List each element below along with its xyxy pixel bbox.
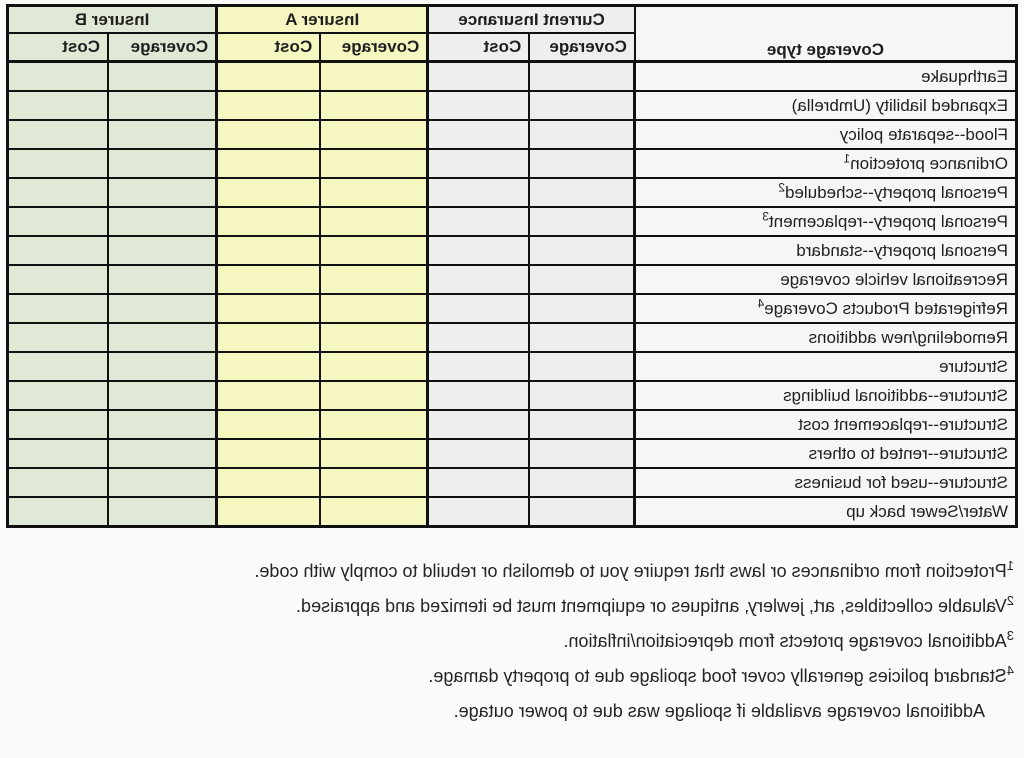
cell-insurer-a-coverage — [320, 265, 428, 294]
table-row — [8, 439, 1017, 468]
cell-current-cost — [428, 352, 530, 381]
cell-current-cost — [428, 207, 530, 236]
cell-insurer-a-cost — [217, 149, 321, 178]
subheader-insurer-a-coverage: Coverage — [320, 33, 428, 62]
cell-insurer-b-coverage — [108, 236, 217, 265]
cell-insurer-a-coverage — [320, 178, 428, 207]
cell-insurer-b-coverage — [108, 265, 217, 294]
subheader-insurer-b-cost: Cost — [8, 33, 109, 62]
row-label: Structure — [635, 352, 1017, 381]
worksheet-page — [0, 4, 1024, 758]
cell-insurer-a-cost — [217, 439, 321, 468]
row-label: Expanded liability (Umbrella) — [635, 91, 1017, 120]
cell-insurer-b-coverage — [108, 323, 217, 352]
cell-current-coverage — [529, 352, 635, 381]
cell-current-cost — [428, 381, 530, 410]
cell-insurer-b-coverage — [108, 62, 217, 92]
cell-current-coverage — [529, 439, 635, 468]
cell-current-coverage — [529, 294, 635, 323]
table-row — [8, 207, 1017, 236]
cell-current-cost — [428, 497, 530, 527]
cell-insurer-a-cost — [217, 381, 321, 410]
cell-insurer-a-cost — [217, 294, 321, 323]
cell-insurer-b-cost — [8, 236, 109, 265]
footnote-line: $^4$Standard policies generally cover food spoilage due to property damage. — [428, 663, 1014, 686]
row-label: Structure--additional buildings — [635, 381, 1017, 410]
table-row — [8, 323, 1017, 352]
cell-current-cost — [428, 178, 530, 207]
cell-insurer-b-cost — [8, 62, 109, 92]
group-header-insurer-b: Insurer B — [8, 6, 217, 34]
cell-insurer-b-cost — [8, 294, 109, 323]
cell-current-cost — [428, 439, 530, 468]
row-label: Earthquake — [635, 62, 1017, 92]
cell-insurer-a-coverage — [320, 149, 428, 178]
table-row — [8, 410, 1017, 439]
cell-current-coverage — [529, 410, 635, 439]
cell-current-cost — [428, 265, 530, 294]
row-label: Personal property--standard — [635, 236, 1017, 265]
cell-current-cost — [428, 120, 530, 149]
cell-insurer-b-coverage — [108, 294, 217, 323]
cell-insurer-a-cost — [217, 91, 321, 120]
row-label: Personal property--scheduled$^2$ — [635, 178, 1017, 207]
cell-insurer-a-coverage — [320, 207, 428, 236]
table-row — [8, 149, 1017, 178]
cell-current-coverage — [529, 323, 635, 352]
cell-insurer-a-cost — [217, 120, 321, 149]
cell-current-coverage — [529, 381, 635, 410]
cell-insurer-b-coverage — [108, 352, 217, 381]
footnote-number: 2 — [1006, 593, 1014, 608]
cell-current-coverage — [529, 120, 635, 149]
cell-insurer-b-cost — [8, 178, 109, 207]
footnote-number: 3 — [1006, 628, 1014, 643]
cell-insurer-a-coverage — [320, 352, 428, 381]
cell-current-cost — [428, 323, 530, 352]
cell-insurer-a-cost — [217, 265, 321, 294]
cell-current-coverage — [529, 62, 635, 92]
table-row — [8, 468, 1017, 497]
row-label: Water/Sewer back up — [635, 497, 1017, 527]
cell-insurer-b-coverage — [108, 410, 217, 439]
cell-insurer-a-coverage — [320, 62, 428, 92]
coverage-comparison-table — [6, 4, 1018, 528]
cell-current-coverage — [529, 236, 635, 265]
cell-current-cost — [428, 62, 530, 92]
table-row — [8, 497, 1017, 527]
cell-insurer-b-coverage — [108, 439, 217, 468]
cell-current-coverage — [529, 207, 635, 236]
cell-insurer-a-cost — [217, 178, 321, 207]
subheader-current-coverage: Coverage — [529, 33, 635, 62]
table-row — [8, 120, 1017, 149]
footnote-reference: 2 — [778, 179, 785, 194]
cell-insurer-b-cost — [8, 323, 109, 352]
cell-insurer-b-coverage — [108, 207, 217, 236]
cell-insurer-a-coverage — [320, 381, 428, 410]
cell-insurer-b-coverage — [108, 468, 217, 497]
subheader-insurer-b-coverage: Coverage — [108, 33, 217, 62]
row-label: Flood--separate policy — [635, 120, 1017, 149]
cell-insurer-a-cost — [217, 497, 321, 527]
row-label: Remodeling/new additions — [635, 323, 1017, 352]
row-label: Structure--used for business — [635, 468, 1017, 497]
cell-insurer-b-cost — [8, 149, 109, 178]
group-header-current-insurance: Current Insurance — [428, 6, 635, 34]
cell-insurer-b-cost — [8, 468, 109, 497]
footnotes — [0, 559, 1014, 734]
table-row — [8, 62, 1017, 92]
cell-insurer-a-cost — [217, 468, 321, 497]
cell-insurer-b-cost — [8, 439, 109, 468]
cell-insurer-b-coverage — [108, 120, 217, 149]
cell-insurer-a-cost — [217, 62, 321, 92]
footnote-line: $^2$Valuable collectibles, art, jewlery, antiques or equipment must be itemized and appraised. — [296, 593, 1014, 616]
cell-insurer-b-cost — [8, 120, 109, 149]
footnote-line: $^1$Protection from ordinances or laws that require you to demolish or rebuild to comply with code. — [254, 558, 1014, 581]
table-row — [8, 91, 1017, 120]
cell-insurer-b-coverage — [108, 381, 217, 410]
footnote-number: 1 — [1006, 558, 1014, 573]
subheader-current-cost: Cost — [428, 33, 530, 62]
cell-insurer-b-cost — [8, 497, 109, 527]
footnote-number: 4 — [1006, 663, 1014, 678]
row-label: Ordinance protection$^1$ — [635, 149, 1017, 178]
table-row — [8, 381, 1017, 410]
footnote-reference: 1 — [843, 150, 851, 165]
table-row — [8, 352, 1017, 381]
cell-insurer-b-cost — [8, 265, 109, 294]
cell-current-cost — [428, 468, 530, 497]
cell-insurer-b-cost — [8, 91, 109, 120]
table-row — [8, 236, 1017, 265]
footnote-reference: 3 — [762, 208, 769, 223]
table-row — [8, 178, 1017, 207]
subheader-insurer-a-cost: Cost — [217, 33, 321, 62]
cell-insurer-a-coverage — [320, 294, 428, 323]
cell-current-coverage — [529, 265, 635, 294]
row-label: Refrigerated Products Coverage$^4$ — [635, 294, 1017, 323]
cell-current-cost — [428, 410, 530, 439]
cell-insurer-a-coverage — [320, 410, 428, 439]
cell-insurer-b-coverage — [108, 91, 217, 120]
cell-insurer-a-coverage — [320, 323, 428, 352]
mirrored-sheet — [0, 4, 1024, 758]
cell-insurer-b-cost — [8, 207, 109, 236]
row-label: Personal property--replacement$^3$ — [635, 207, 1017, 236]
cell-insurer-a-coverage — [320, 439, 428, 468]
cell-insurer-a-coverage — [320, 497, 428, 527]
cell-current-coverage — [529, 178, 635, 207]
cell-current-cost — [428, 294, 530, 323]
cell-current-coverage — [529, 468, 635, 497]
cell-current-cost — [428, 149, 530, 178]
cell-insurer-a-cost — [217, 236, 321, 265]
cell-insurer-a-cost — [217, 352, 321, 381]
cell-insurer-b-coverage — [108, 178, 217, 207]
footnote-line: Additional coverage available if spoilage was due to power outage. — [453, 701, 985, 721]
cell-current-cost — [428, 236, 530, 265]
cell-current-cost — [428, 91, 530, 120]
cell-insurer-b-coverage — [108, 497, 217, 527]
cell-insurer-b-cost — [8, 352, 109, 381]
cell-insurer-a-coverage — [320, 91, 428, 120]
cell-insurer-b-cost — [8, 381, 109, 410]
table-row — [8, 294, 1017, 323]
footnote-reference: 4 — [757, 295, 765, 310]
row-label: Structure--rented to others — [635, 439, 1017, 468]
cell-insurer-a-coverage — [320, 236, 428, 265]
group-header-insurer-a: Insurer A — [217, 6, 428, 34]
corner-header-coverage-type: Coverage type — [635, 6, 1017, 62]
cell-current-coverage — [529, 91, 635, 120]
cell-insurer-a-cost — [217, 207, 321, 236]
cell-current-coverage — [529, 497, 635, 527]
cell-insurer-b-coverage — [108, 149, 217, 178]
table-row — [8, 265, 1017, 294]
cell-insurer-b-cost — [8, 410, 109, 439]
row-label: Structure--replacement cost — [635, 410, 1017, 439]
cell-insurer-a-coverage — [320, 468, 428, 497]
footnote-line: $^3$Additional coverage protects from depreciation/inflation. — [563, 628, 1014, 651]
cell-insurer-a-cost — [217, 323, 321, 352]
row-label: Recreational vehicle coverage — [635, 265, 1017, 294]
cell-insurer-a-cost — [217, 410, 321, 439]
cell-insurer-a-coverage — [320, 120, 428, 149]
cell-current-coverage — [529, 149, 635, 178]
